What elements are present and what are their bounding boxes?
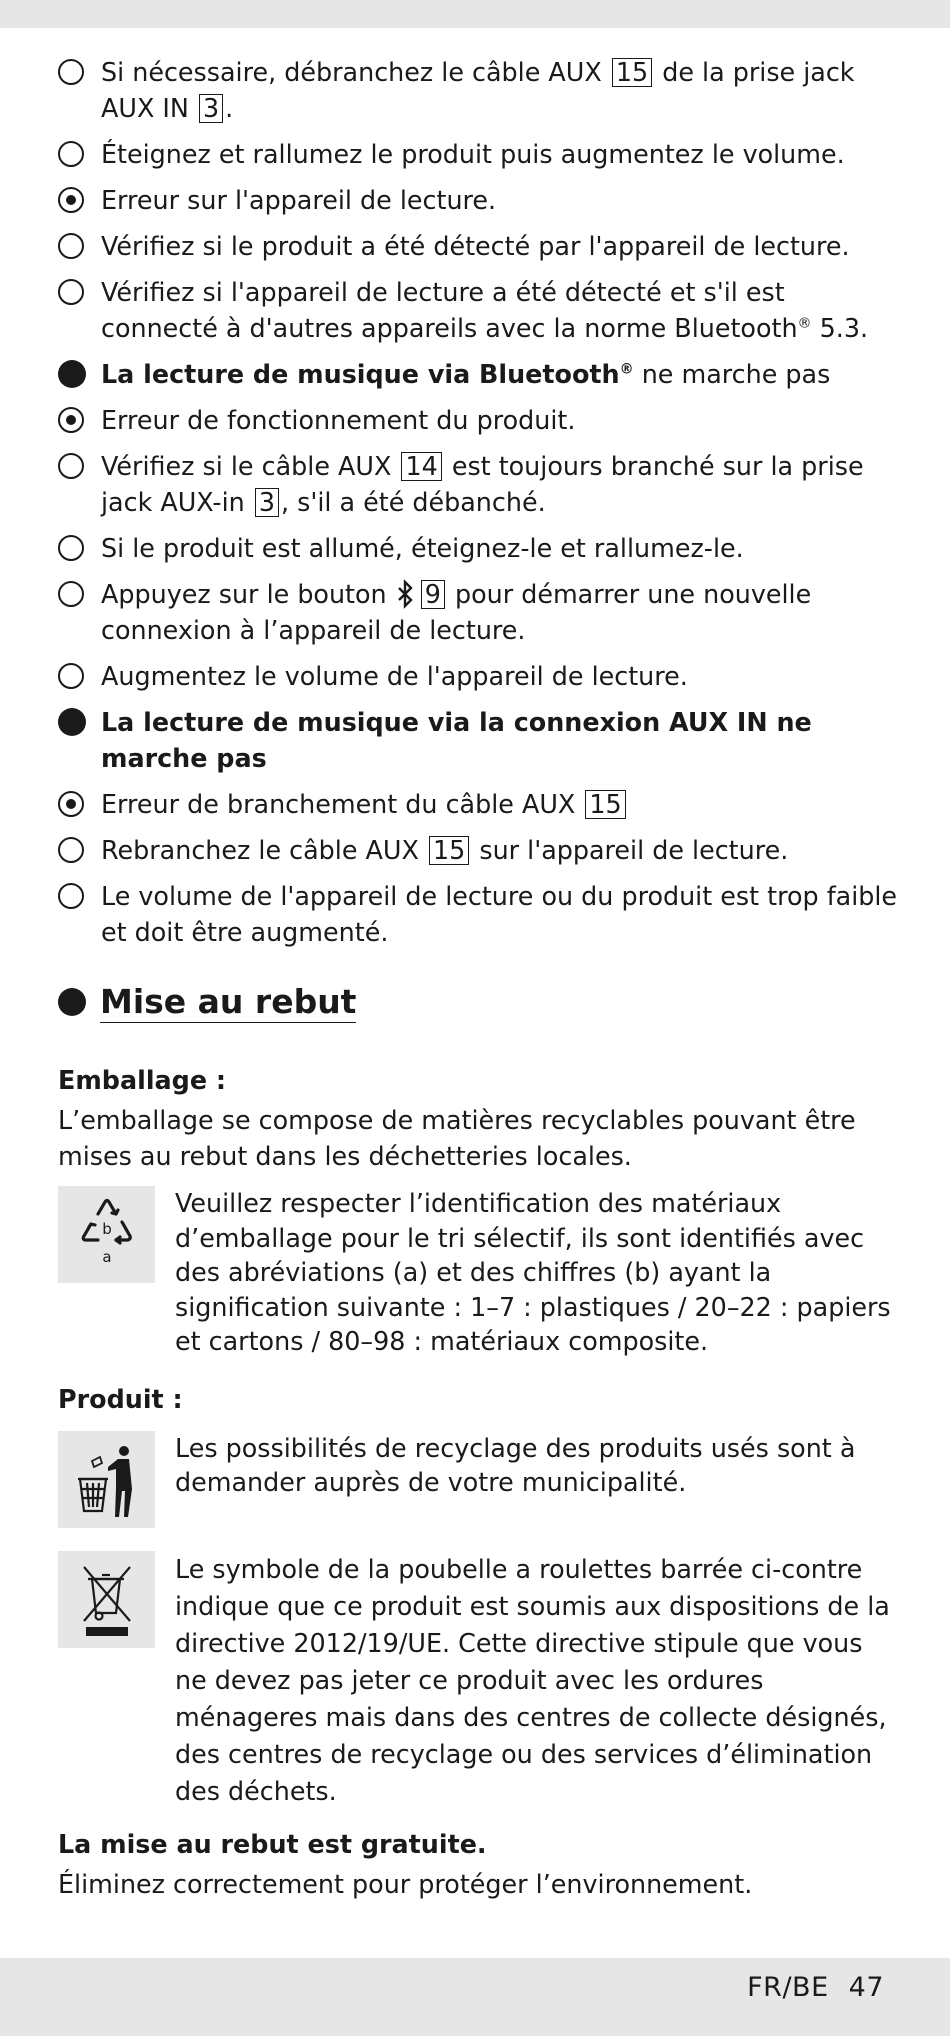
reference-number: 15 [585,790,625,819]
product-text: Les possibilités de recyclage des produits usés sont à demander auprès de votre municipalité. [175,1432,856,1497]
reference-number: 9 [421,580,445,609]
language-code: FR/BE [747,1972,829,2003]
list-item-cause [58,182,898,218]
product-info [58,1431,898,1529]
list-item [58,832,898,868]
list-item [58,658,898,694]
item-text: Si le produit est allumé, éteignez-le et rallumez-le. [101,533,744,563]
list-item [58,274,898,346]
recycle-icon [58,1186,155,1283]
item-text: Erreur de branchement du câble AUX [101,789,584,819]
solid-disc-bullet-icon [58,708,86,736]
open-circle-bullet-icon [58,535,84,561]
item-text: Éteignez et rallumez le produit puis augmentez le volume. [101,139,845,169]
page-number: 47 [848,1972,884,2003]
list-item [58,54,898,126]
filled-ring-bullet-icon [58,791,84,817]
list-item [58,878,898,950]
item-text: Vérifiez si le câble AUX [101,451,400,481]
item-text: Si nécessaire, débranchez le câble AUX [101,57,610,87]
list-item [58,576,898,648]
item-text: 5.3. [811,313,869,343]
reference-number: 15 [429,836,469,865]
product-heading: Produit : [58,1383,183,1414]
packaging-text: L’emballage se compose de matières recyclables pouvant être mises au rebut dans les déchetteries locales. [58,1105,856,1171]
reference-number: 3 [255,488,279,517]
problem-heading [58,704,898,776]
weee-info [58,1551,898,1810]
open-circle-bullet-icon [58,279,84,305]
free-disposal-text: Éliminez correctement pour protéger l’environnement. [58,1868,753,1899]
list-item-cause [58,786,898,822]
open-circle-bullet-icon [58,141,84,167]
item-text: Vérifiez si l'appareil de lecture a été détecté et s'il est connecté à d'autres appareils avec la norme Bluetooth [101,277,798,343]
item-text: Vérifiez si le produit a été détecté par l'appareil de lecture. [101,231,850,261]
open-circle-bullet-icon [58,453,84,479]
list-item-cause [58,402,898,438]
problem-title: La lecture de musique via la connexion AUX IN ne marche pas [101,707,812,773]
bluetooth-icon [395,579,415,609]
page-footer [727,1972,884,2003]
open-circle-bullet-icon [58,883,84,909]
problem-heading [58,356,898,392]
item-text: Augmentez le volume de l'appareil de lecture. [101,661,688,691]
section-title: Mise au rebut [100,982,357,1021]
recycle-text: Veuillez respecter l’identification des matériaux d’emballage pour le tri sélectif, ils sont identifiés avec des abréviations (a) et des chiffres (b) ayant la signification suivante : 1–7 : plastiques / 20–22 : papiers et cartons / 80–98 : matériaux composite. [175,1188,891,1356]
item-text: , s'il a été débanché. [280,487,546,517]
item-text: Le volume de l'appareil de lecture ou du produit est trop faible et doit être augmenté. [101,881,898,947]
crossed-wheelie-bin-icon [58,1551,155,1648]
list-item [58,448,898,520]
open-circle-bullet-icon [58,233,84,259]
packaging-heading: Emballage : [58,1065,227,1095]
open-circle-bullet-icon [58,837,84,863]
registered-mark: ® [619,361,634,378]
reference-number: 3 [199,94,223,123]
item-text: de la prise jack AUX IN [101,57,855,123]
section-heading [58,980,898,1024]
page-content [58,54,898,1914]
solid-disc-bullet-icon [58,988,86,1016]
top-band [0,0,950,28]
list-item [58,136,898,172]
item-text: sur l'appareil de lecture. [471,835,789,865]
list-item [58,228,898,264]
item-text: pour démarrer une nouvelle connexion à l’appareil de lecture. [101,579,812,645]
weee-text: Le symbole de la poubelle a roulettes barrée ci-contre indique que ce produit est soumis aux dispositions de la directive 2012/19/UE. Cette directive stipule que vous ne devez pas jeter ce produit avec les ordures ménageres mais dans des centres de collecte désignés, des centres de recyclage ou des services d’élimination des déchets. [175,1553,890,1806]
reference-number: 14 [401,452,441,481]
filled-ring-bullet-icon [58,187,84,213]
trash-disposal-icon [58,1431,155,1528]
item-text: Erreur de fonctionnement du produit. [101,405,576,435]
item-text: ne marche pas [633,359,831,389]
svg-text:a: a [102,1248,112,1266]
item-text: . [225,93,234,123]
item-text: Rebranchez le câble AUX [101,835,427,865]
filled-ring-bullet-icon [58,407,84,433]
open-circle-bullet-icon [58,59,84,85]
open-circle-bullet-icon [58,663,84,689]
item-text: Erreur sur l'appareil de lecture. [101,185,497,215]
problem-title: La lecture de musique via Bluetooth [101,359,620,389]
solid-disc-bullet-icon [58,360,86,388]
item-text: est toujours branché sur la prise jack AUX-in [101,451,864,517]
list-item [58,530,898,566]
open-circle-bullet-icon [58,581,84,607]
free-disposal-heading: La mise au rebut est gratuite. [58,1828,487,1859]
svg-text:b: b [102,1220,112,1238]
registered-mark: ® [797,315,812,332]
item-text: Appuyez sur le bouton [101,579,395,609]
reference-number: 15 [612,58,652,87]
recycle-info [58,1186,898,1359]
